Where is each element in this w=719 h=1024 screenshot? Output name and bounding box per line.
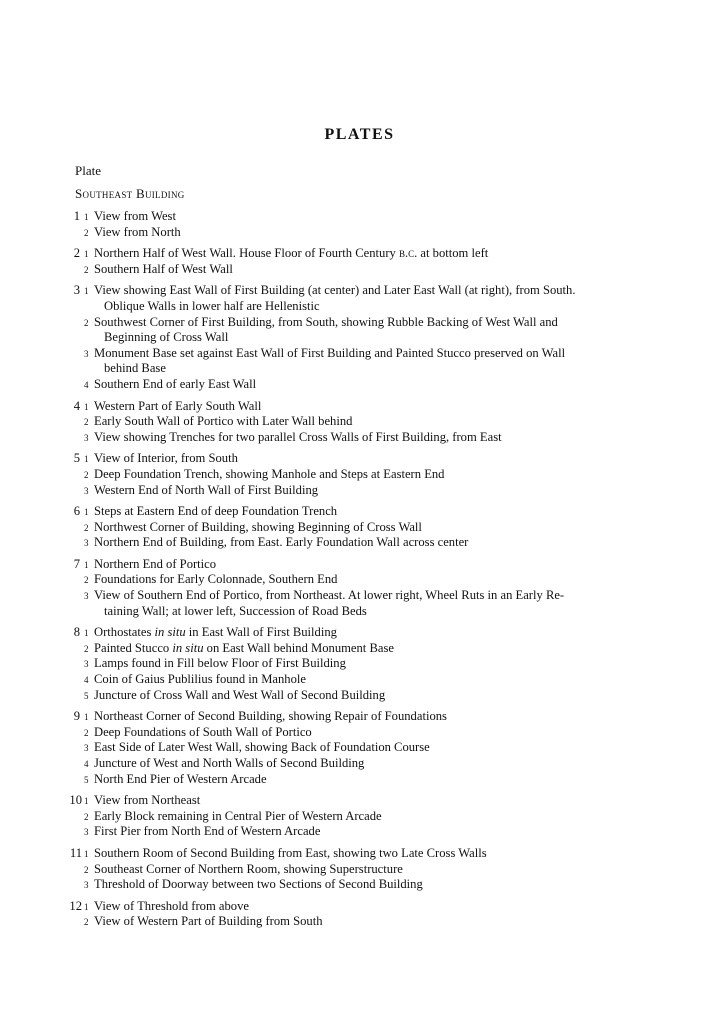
item-number: 1 <box>84 712 89 723</box>
item-number: 1 <box>84 901 89 912</box>
item-description: Juncture of West and North Walls of Second Building <box>94 756 365 770</box>
item-description-continued: behind Base <box>104 361 166 376</box>
item-description: East Side of Later West Wall, showing Back of Foundation Course <box>94 740 430 755</box>
plate-entry <box>74 209 640 240</box>
plate-number: 5 <box>73 451 80 466</box>
item-description: Southwest Corner of First Building, from South, showing Rubble Backing of West Wall and <box>94 314 558 329</box>
item-description: View of Interior, from South <box>94 451 238 466</box>
plate-entry <box>74 504 640 551</box>
plate-item <box>74 504 640 520</box>
item-description: Northern End of Building, from East. Early Foundation Wall across center <box>94 535 469 550</box>
item-number: 1 <box>84 249 89 260</box>
plate-item <box>74 641 640 657</box>
item-description-continued: Beginning of Cross Wall <box>104 330 229 345</box>
era-abbreviation: b.c. <box>398 246 418 261</box>
plate-number: 3 <box>73 283 80 298</box>
item-number: 2 <box>84 727 89 738</box>
plate-item <box>69 845 640 862</box>
plate-item <box>74 283 640 314</box>
plate-item <box>74 557 640 573</box>
item-description: Southern Room of Second Building from East, showing two Late Cross Walls <box>94 845 487 860</box>
item-description-continued: Oblique Walls in lower half are Hellenistic <box>104 298 320 313</box>
item-description: Lamps found in Fill below Floor of First Building <box>94 656 346 671</box>
item-number: 4 <box>84 379 89 390</box>
plate-number: 8 <box>73 625 80 640</box>
plate-item <box>74 772 640 788</box>
item-number: 2 <box>84 417 89 428</box>
item-number: 5 <box>84 774 89 785</box>
italic-term: in situ <box>172 640 204 655</box>
item-number: 1 <box>84 559 89 570</box>
item-number: 1 <box>84 628 89 639</box>
plate-item <box>69 898 640 915</box>
item-description: Painted Stucco in situ on East Wall behind Monument Base <box>94 640 394 655</box>
plate-item <box>74 315 640 346</box>
plate-entry <box>74 709 640 787</box>
item-description: Early South Wall of Portico with Later Wall behind <box>94 414 353 429</box>
item-number: 1 <box>84 401 89 412</box>
item-description: North End Pier of Western Arcade <box>94 771 267 786</box>
item-number: 3 <box>84 880 89 891</box>
item-description: Southern Half of West Wall <box>94 261 233 276</box>
section-heading: Southeast Building <box>75 186 185 201</box>
item-description: Early Block remaining in Central Pier of Western Arcade <box>94 808 382 823</box>
plate-item <box>74 377 640 393</box>
plate-number: 1 <box>73 209 80 223</box>
item-description: View from West <box>94 209 176 223</box>
plate-item <box>74 725 640 741</box>
item-number: 3 <box>84 348 89 359</box>
plate-number: 6 <box>73 504 80 519</box>
item-description: Coin of Gaius Publilius found in Manhole <box>94 672 306 687</box>
plate-item <box>74 740 640 756</box>
item-number: 2 <box>84 811 89 822</box>
plate-item <box>74 572 640 588</box>
italic-term: in situ <box>154 625 186 640</box>
plate-item <box>74 430 640 446</box>
plate-column-label: Plate <box>75 163 101 178</box>
plate-item <box>74 246 640 262</box>
item-number: 2 <box>84 575 89 586</box>
item-number: 1 <box>84 848 89 859</box>
item-number: 3 <box>84 432 89 443</box>
plate-number: 7 <box>73 556 80 571</box>
plates-list <box>69 209 640 936</box>
plate-entry <box>69 898 640 930</box>
item-number: 3 <box>84 743 89 754</box>
item-description: Foundations for Early Colonnade, Southern End <box>94 572 338 587</box>
item-number: 2 <box>84 864 89 875</box>
item-description-continued: taining Wall; at lower left, Succession of Road Beds <box>104 603 367 618</box>
item-number: 3 <box>84 591 89 602</box>
plate-item <box>74 914 640 930</box>
item-number: 4 <box>84 675 89 686</box>
plate-entry <box>74 557 640 619</box>
plate-item <box>74 756 640 772</box>
item-number: 2 <box>84 264 89 275</box>
item-description: View of Threshold from above <box>94 898 249 913</box>
item-description: Monument Base set against East Wall of First Building and Painted Stucco preserved on Wall <box>94 345 566 360</box>
plate-entry <box>74 246 640 277</box>
page-title: PLATES <box>324 126 395 143</box>
item-number: 3 <box>84 827 89 838</box>
plate-item <box>74 467 640 483</box>
plate-number: 2 <box>73 246 80 261</box>
plate-item <box>74 824 640 840</box>
plate-item <box>74 225 640 241</box>
item-description: Juncture of Cross Wall and West Wall of Second Building <box>94 687 386 702</box>
item-number: 2 <box>84 317 89 328</box>
item-description: Western Part of Early South Wall <box>94 398 262 413</box>
plate-number: 4 <box>73 398 80 413</box>
item-description: Northern Half of West Wall. House Floor of Fourth Century b.c. at bottom left <box>94 246 489 261</box>
plate-item <box>74 672 640 688</box>
item-number: 1 <box>84 286 89 297</box>
item-number: 1 <box>84 507 89 518</box>
item-description: First Pier from North End of Western Arcade <box>94 824 321 839</box>
plate-item <box>74 346 640 377</box>
item-description: Deep Foundations of South Wall of Portico <box>94 724 312 739</box>
item-number: 4 <box>84 759 89 769</box>
plate-item <box>74 535 640 551</box>
item-description: View from North <box>94 224 181 239</box>
item-description: Northwest Corner of Building, showing Beginning of Cross Wall <box>94 519 422 534</box>
item-number: 2 <box>84 522 89 533</box>
item-description: Southern End of early East Wall <box>94 376 257 391</box>
item-description: Orthostates in situ in East Wall of First Building <box>94 625 337 640</box>
item-number: 2 <box>84 227 89 238</box>
item-description: Northern End of Portico <box>94 556 217 571</box>
item-number: 2 <box>84 917 89 928</box>
item-number: 1 <box>84 454 89 465</box>
plate-item <box>74 451 640 467</box>
plate-item <box>69 793 640 809</box>
item-description: View of Southern End of Portico, from Northeast. At lower right, Wheel Ruts in an Early Re- <box>94 588 565 603</box>
plate-entry <box>74 283 640 392</box>
item-number: 3 <box>84 485 89 496</box>
plate-item <box>74 625 640 641</box>
plate-item <box>74 862 640 878</box>
plate-entry <box>69 793 640 840</box>
item-number: 5 <box>84 690 89 701</box>
item-description: View from Northeast <box>94 793 201 808</box>
item-description: Threshold of Doorway between two Sections of Second Building <box>94 877 423 892</box>
item-description: Southeast Corner of Northern Room, showing Superstructure <box>94 861 403 876</box>
item-number: 1 <box>84 796 89 807</box>
plate-item <box>74 588 640 619</box>
plate-entry <box>74 451 640 498</box>
item-description: View of Western Part of Building from South <box>94 914 323 929</box>
plate-item <box>74 688 640 704</box>
plate-entry <box>74 625 640 703</box>
item-number: 3 <box>84 538 89 549</box>
plate-item <box>74 483 640 499</box>
plate-number: 11 <box>69 845 82 860</box>
plate-item <box>74 209 640 225</box>
item-number: 2 <box>84 469 89 480</box>
plate-number: 9 <box>73 709 80 724</box>
plate-item <box>74 809 640 825</box>
plate-entry <box>74 399 640 446</box>
plate-number: 12 <box>69 898 82 913</box>
plate-number: 10 <box>69 793 82 808</box>
plate-item <box>74 877 640 893</box>
item-number: 3 <box>84 659 89 670</box>
item-number: 1 <box>84 212 89 222</box>
plate-item <box>74 399 640 415</box>
item-description: Western End of North Wall of First Building <box>94 482 319 497</box>
plate-item <box>74 520 640 536</box>
item-number: 2 <box>84 643 89 654</box>
item-description: Deep Foundation Trench, showing Manhole and Steps at Eastern End <box>94 466 445 481</box>
plate-item <box>74 709 640 725</box>
item-description: Northeast Corner of Second Building, showing Repair of Foundations <box>94 709 447 724</box>
item-description: View showing East Wall of First Building (at center) and Later East Wall (at right), from South. <box>94 283 576 298</box>
plate-item <box>74 656 640 672</box>
plate-entry <box>69 845 640 893</box>
plate-item <box>74 414 640 430</box>
plate-item <box>74 262 640 278</box>
item-description: View showing Trenches for two parallel Cross Walls of First Building, from East <box>94 429 502 444</box>
item-description: Steps at Eastern End of deep Foundation Trench <box>94 504 338 519</box>
